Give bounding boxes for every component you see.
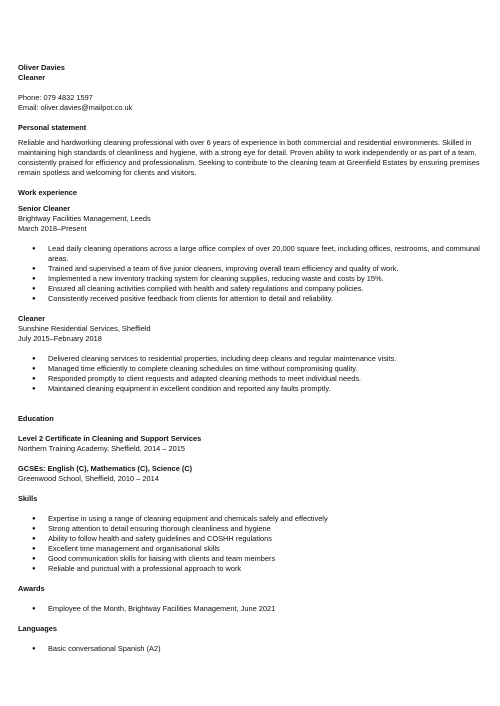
education-detail: Greenwood School, Sheffield, 2010 – 2014	[18, 474, 159, 483]
list-item: ● Trained and supervised a team of five junior cleaners, improving overall team efficiency and quality of work.	[18, 264, 480, 274]
list-item: ● Basic conversational Spanish (A2)	[18, 644, 480, 654]
list-item: ● Employee of the Month, Brightway Facilities Management, June 2021	[18, 604, 480, 614]
section-heading-languages: Languages	[18, 624, 58, 633]
personal-statement-text: Reliable and hardworking cleaning professional with over 6 years of experience in both commercial and residential environments. Skilled in maintaining high standards of cleanliness and hygiene, with a strong eye for detail. Proven ability to work independently or as part of a team, consistently praised for efficiency and professionalism. Seeking to contribute to the cleaning team at Greenfield Estates by ensuring premises remain spotless and welcoming for clients and visitors.	[18, 138, 480, 177]
list-item: ● Ensured all cleaning activities complied with health and safety regulations and company policies.	[18, 284, 480, 294]
list-item: ● Consistently received positive feedback from clients for attention to detail and reliability.	[18, 294, 480, 304]
job-entry	[18, 204, 480, 304]
list-item: ● Strong attention to detail ensuring thorough cleanliness and hygiene	[18, 524, 480, 534]
phone-line: Phone: 079 4832 1597	[18, 93, 93, 102]
list-item: ● Responded promptly to client requests and adapted cleaning methods to meet individual needs.	[18, 374, 480, 384]
email-line: Email: oliver.davies@mailpot.co.uk	[18, 103, 133, 112]
job-entry	[18, 314, 480, 394]
job-role: Cleaner	[18, 314, 46, 323]
candidate-name: Oliver Davies	[18, 63, 65, 72]
section-heading-awards: Awards	[18, 584, 45, 593]
section-heading-skills: Skills	[18, 494, 38, 503]
list-item: ● Managed time efficiently to complete cleaning schedules on time without compromising quality.	[18, 364, 480, 374]
job-employer: Brightway Facilities Management, Leeds	[18, 214, 151, 223]
job-dates: July 2015–February 2018	[18, 334, 102, 343]
education-detail: Northern Training Academy, Sheffield, 2014 – 2015	[18, 444, 185, 453]
list-item: ● Excellent time management and organisational skills	[18, 544, 480, 554]
job-employer: Sunshine Residential Services, Sheffield	[18, 324, 151, 333]
list-item: ● Expertise in using a range of cleaning equipment and chemicals safely and effectively	[18, 514, 480, 524]
skills-list	[18, 514, 480, 574]
section-heading-work-experience: Work experience	[18, 188, 78, 197]
list-item: ● Ability to follow health and safety guidelines and COSHH regulations	[18, 534, 480, 544]
list-item: ● Good communication skills for liaising with clients and team members	[18, 554, 480, 564]
languages-list	[18, 644, 480, 654]
job-title: Cleaner	[18, 73, 46, 82]
list-item: ● Lead daily cleaning operations across a large office complex of over 20,000 square feet, including offices, restrooms, and communal areas.	[18, 244, 480, 264]
job-role: Senior Cleaner	[18, 204, 71, 213]
education-qualification: GCSEs: English (C), Mathematics (C), Science (C)	[18, 464, 193, 473]
job-duties-list	[18, 354, 480, 394]
job-duties-list	[18, 244, 480, 304]
education-qualification: Level 2 Certificate in Cleaning and Support Services	[18, 434, 202, 443]
list-item: ● Maintained cleaning equipment in excellent condition and reported any faults promptly.	[18, 384, 480, 394]
job-dates: March 2018–Present	[18, 224, 87, 233]
section-heading-personal-statement: Personal statement	[18, 123, 87, 132]
list-item: ● Reliable and punctual with a professional approach to work	[18, 564, 480, 574]
list-item: ● Delivered cleaning services to residential properties, including deep cleans and regular maintenance visits.	[18, 354, 480, 364]
section-heading-education: Education	[18, 414, 54, 423]
awards-list	[18, 604, 480, 614]
list-item: ● Implemented a new inventory tracking system for cleaning supplies, reducing waste and costs by 15%.	[18, 274, 480, 284]
